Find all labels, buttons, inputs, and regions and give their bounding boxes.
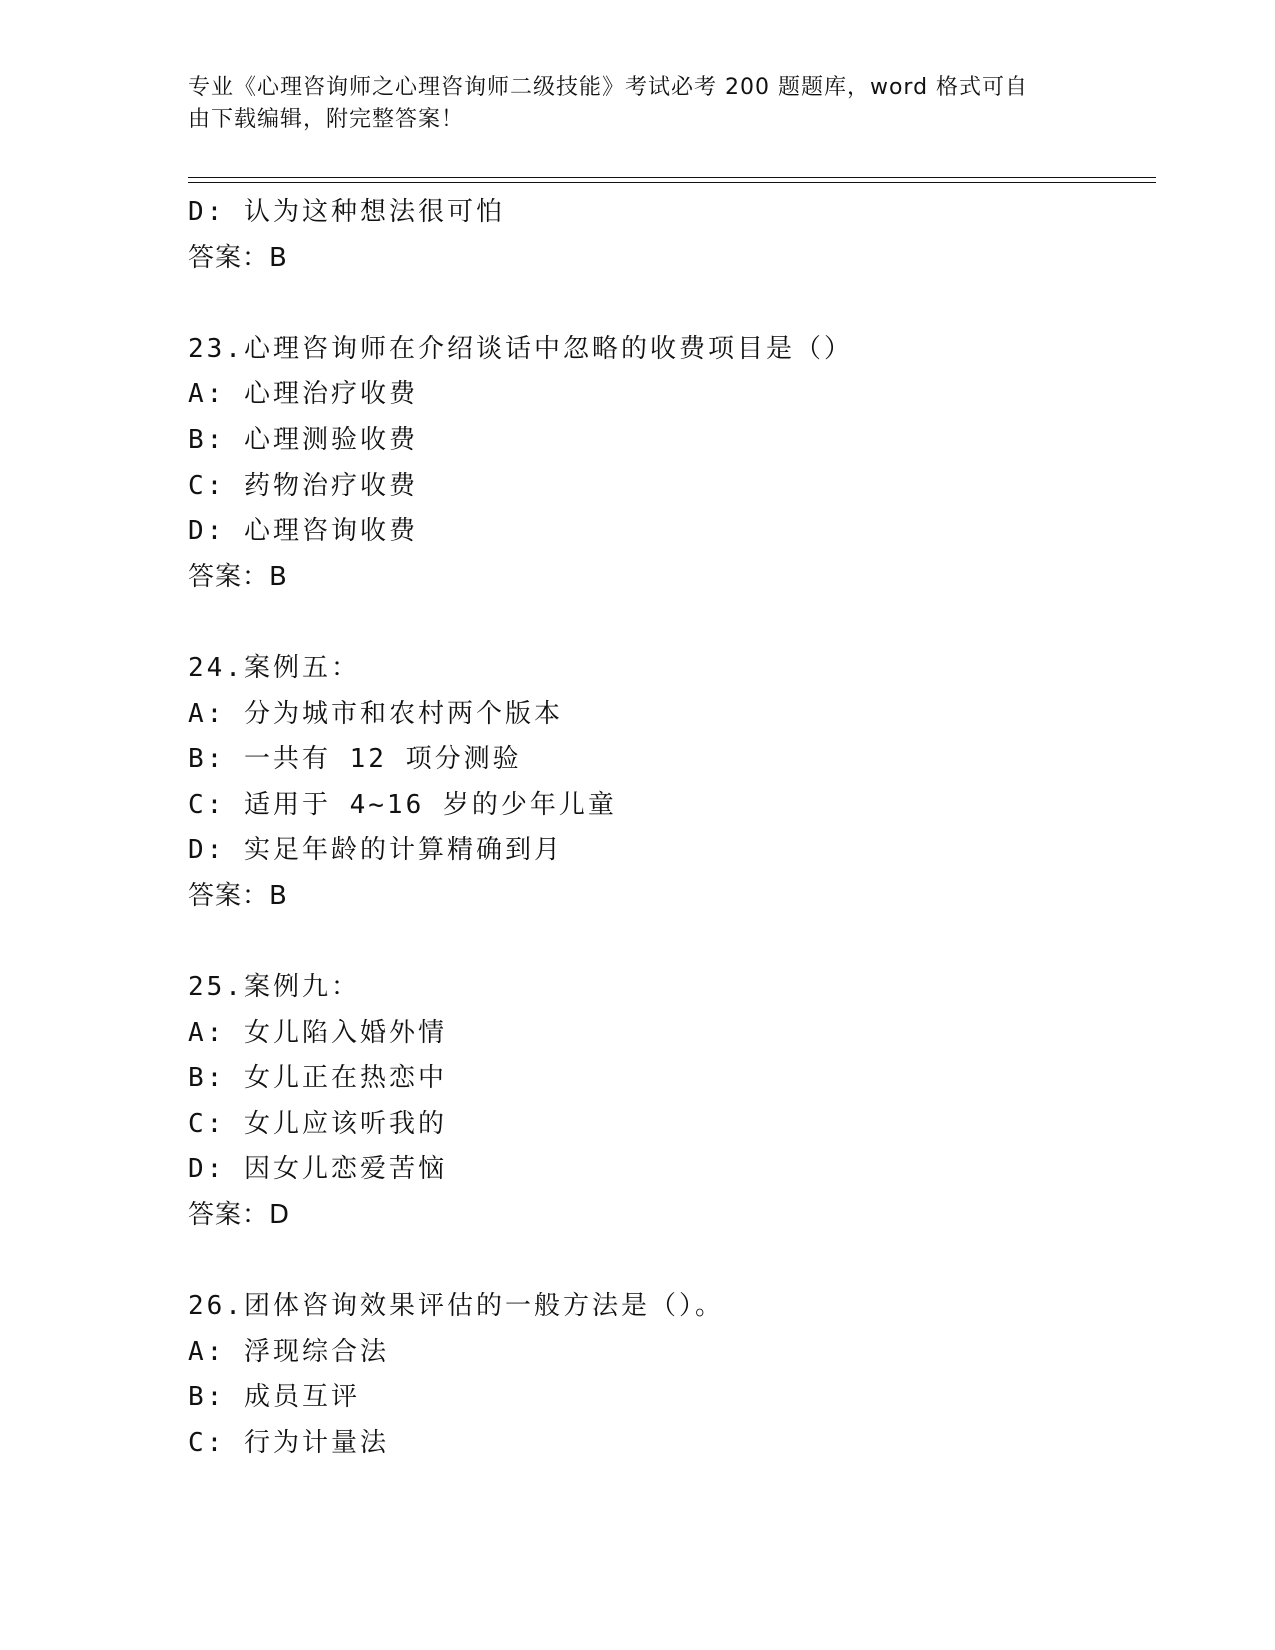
header-divider-bottom <box>188 182 1156 183</box>
answer-line: 答案：D <box>188 1200 291 1231</box>
header-line-1: 专业《心理咨询师之心理咨询师二级技能》考试必考 200 题题库，word 格式可自 <box>188 75 1029 100</box>
question-list <box>188 190 1148 1467</box>
question-25 <box>188 965 1148 1239</box>
question-24 <box>188 646 1148 920</box>
option-a: A: 浮现综合法 <box>188 1336 389 1367</box>
spacer <box>188 600 1148 646</box>
question-stem: 25.案例九： <box>188 972 360 1003</box>
option-c: C: 药物治疗收费 <box>188 470 418 501</box>
option-b: B: 成员互评 <box>188 1382 360 1413</box>
option-a: A: 心理治疗收费 <box>188 379 418 410</box>
option-d: D: 认为这种想法很可怕 <box>188 197 505 227</box>
question-26 <box>188 1284 1148 1466</box>
spacer <box>188 920 1148 966</box>
option-b: B: 一共有 12 项分测验 <box>188 744 522 775</box>
spacer <box>188 281 1148 327</box>
header-divider-top <box>188 177 1156 178</box>
question-23 <box>188 327 1148 601</box>
option-b: B: 心理测验收费 <box>188 424 418 455</box>
option-c: C: 女儿应该听我的 <box>188 1108 447 1139</box>
question-stem: 24.案例五： <box>188 652 360 683</box>
option-d: D: 因女儿恋爱苦恼 <box>188 1154 447 1185</box>
option-c: C: 行为计量法 <box>188 1428 389 1459</box>
answer-line: 答案：B <box>188 242 288 273</box>
option-d: D: 心理咨询收费 <box>188 516 418 547</box>
option-b: B: 女儿正在热恋中 <box>188 1063 447 1094</box>
answer-line: 答案：B <box>188 561 288 592</box>
option-a: A: 女儿陷入婚外情 <box>188 1017 447 1048</box>
question-stem: 26.团体咨询效果评估的一般方法是（）。 <box>188 1291 724 1322</box>
question-stem: 23.心理咨询师在介绍谈话中忽略的收费项目是（） <box>188 333 853 364</box>
document-header <box>188 72 1068 136</box>
option-c: C: 适用于 4~16 岁的少年儿童 <box>188 789 617 820</box>
spacer <box>188 1239 1148 1285</box>
answer-line: 答案：B <box>188 880 288 911</box>
header-line-2: 由下载编辑，附完整答案！ <box>188 107 465 132</box>
option-a: A: 分为城市和农村两个版本 <box>188 698 563 729</box>
option-d: D: 实足年龄的计算精确到月 <box>188 835 563 866</box>
